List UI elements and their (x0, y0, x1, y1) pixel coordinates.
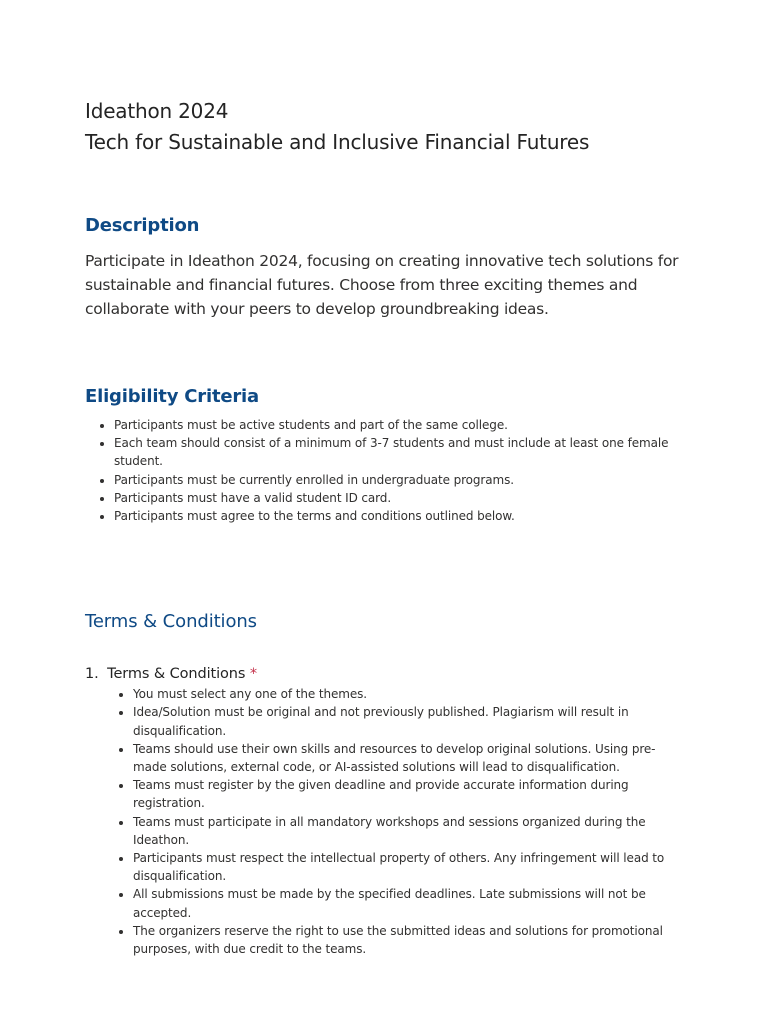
form-title: Ideathon 2024 (85, 99, 229, 123)
description-text: Participate in Ideathon 2024, focusing on creating innovative tech solutions for sustainable and financial futures. Choose from three exciting themes and collaborate with your peers to develop groundbreaking ideas. (85, 252, 679, 318)
terms-section-heading: Terms & Conditions (85, 611, 257, 633)
terms-item: • Teams must participate in all mandatory workshops and sessions organized during the Ideathon. (133, 813, 685, 849)
terms-item: • The organizers reserve the right to use the submitted ideas and solutions for promotional purposes, with due credit to the teams. (133, 922, 685, 958)
form-subtitle: Tech for Sustainable and Inclusive Financial Futures (85, 130, 590, 154)
eligibility-item: • Participants must agree to the terms and conditions outlined below. (114, 507, 685, 525)
eligibility-list (85, 416, 685, 525)
eligibility-item: • Participants must be currently enrolled in undergraduate programs. (114, 471, 685, 489)
required-marker: * (249, 666, 258, 683)
description-heading: Description (85, 215, 200, 236)
terms-list (104, 685, 685, 958)
terms-item: • Participants must respect the intellectual property of others. Any infringement will lead to disqualification. (133, 849, 685, 885)
question-label: Terms & Conditions (107, 666, 246, 683)
eligibility-item: • Each team should consist of a minimum of 3-7 students and must include at least one female student. (114, 434, 685, 470)
question-number: 1. (85, 666, 99, 683)
eligibility-item: • Participants must have a valid student ID card. (114, 489, 685, 507)
eligibility-item: • Participants must be active students and part of the same college. (114, 416, 685, 434)
terms-item: • Teams should use their own skills and resources to develop original solutions. Using pre-made solutions, external code, or AI-assisted solutions will lead to disqualification. (133, 740, 685, 776)
terms-item: • You must select any one of the themes. (133, 685, 685, 703)
terms-item: • All submissions must be made by the specified deadlines. Late submissions will not be accepted. (133, 885, 685, 921)
terms-item: • Teams must register by the given deadline and provide accurate information during registration. (133, 776, 685, 812)
terms-item: • Idea/Solution must be original and not previously published. Plagiarism will result in disqualification. (133, 703, 685, 739)
eligibility-heading: Eligibility Criteria (85, 386, 259, 407)
form-page (85, 96, 685, 958)
question-terms (85, 663, 685, 685)
